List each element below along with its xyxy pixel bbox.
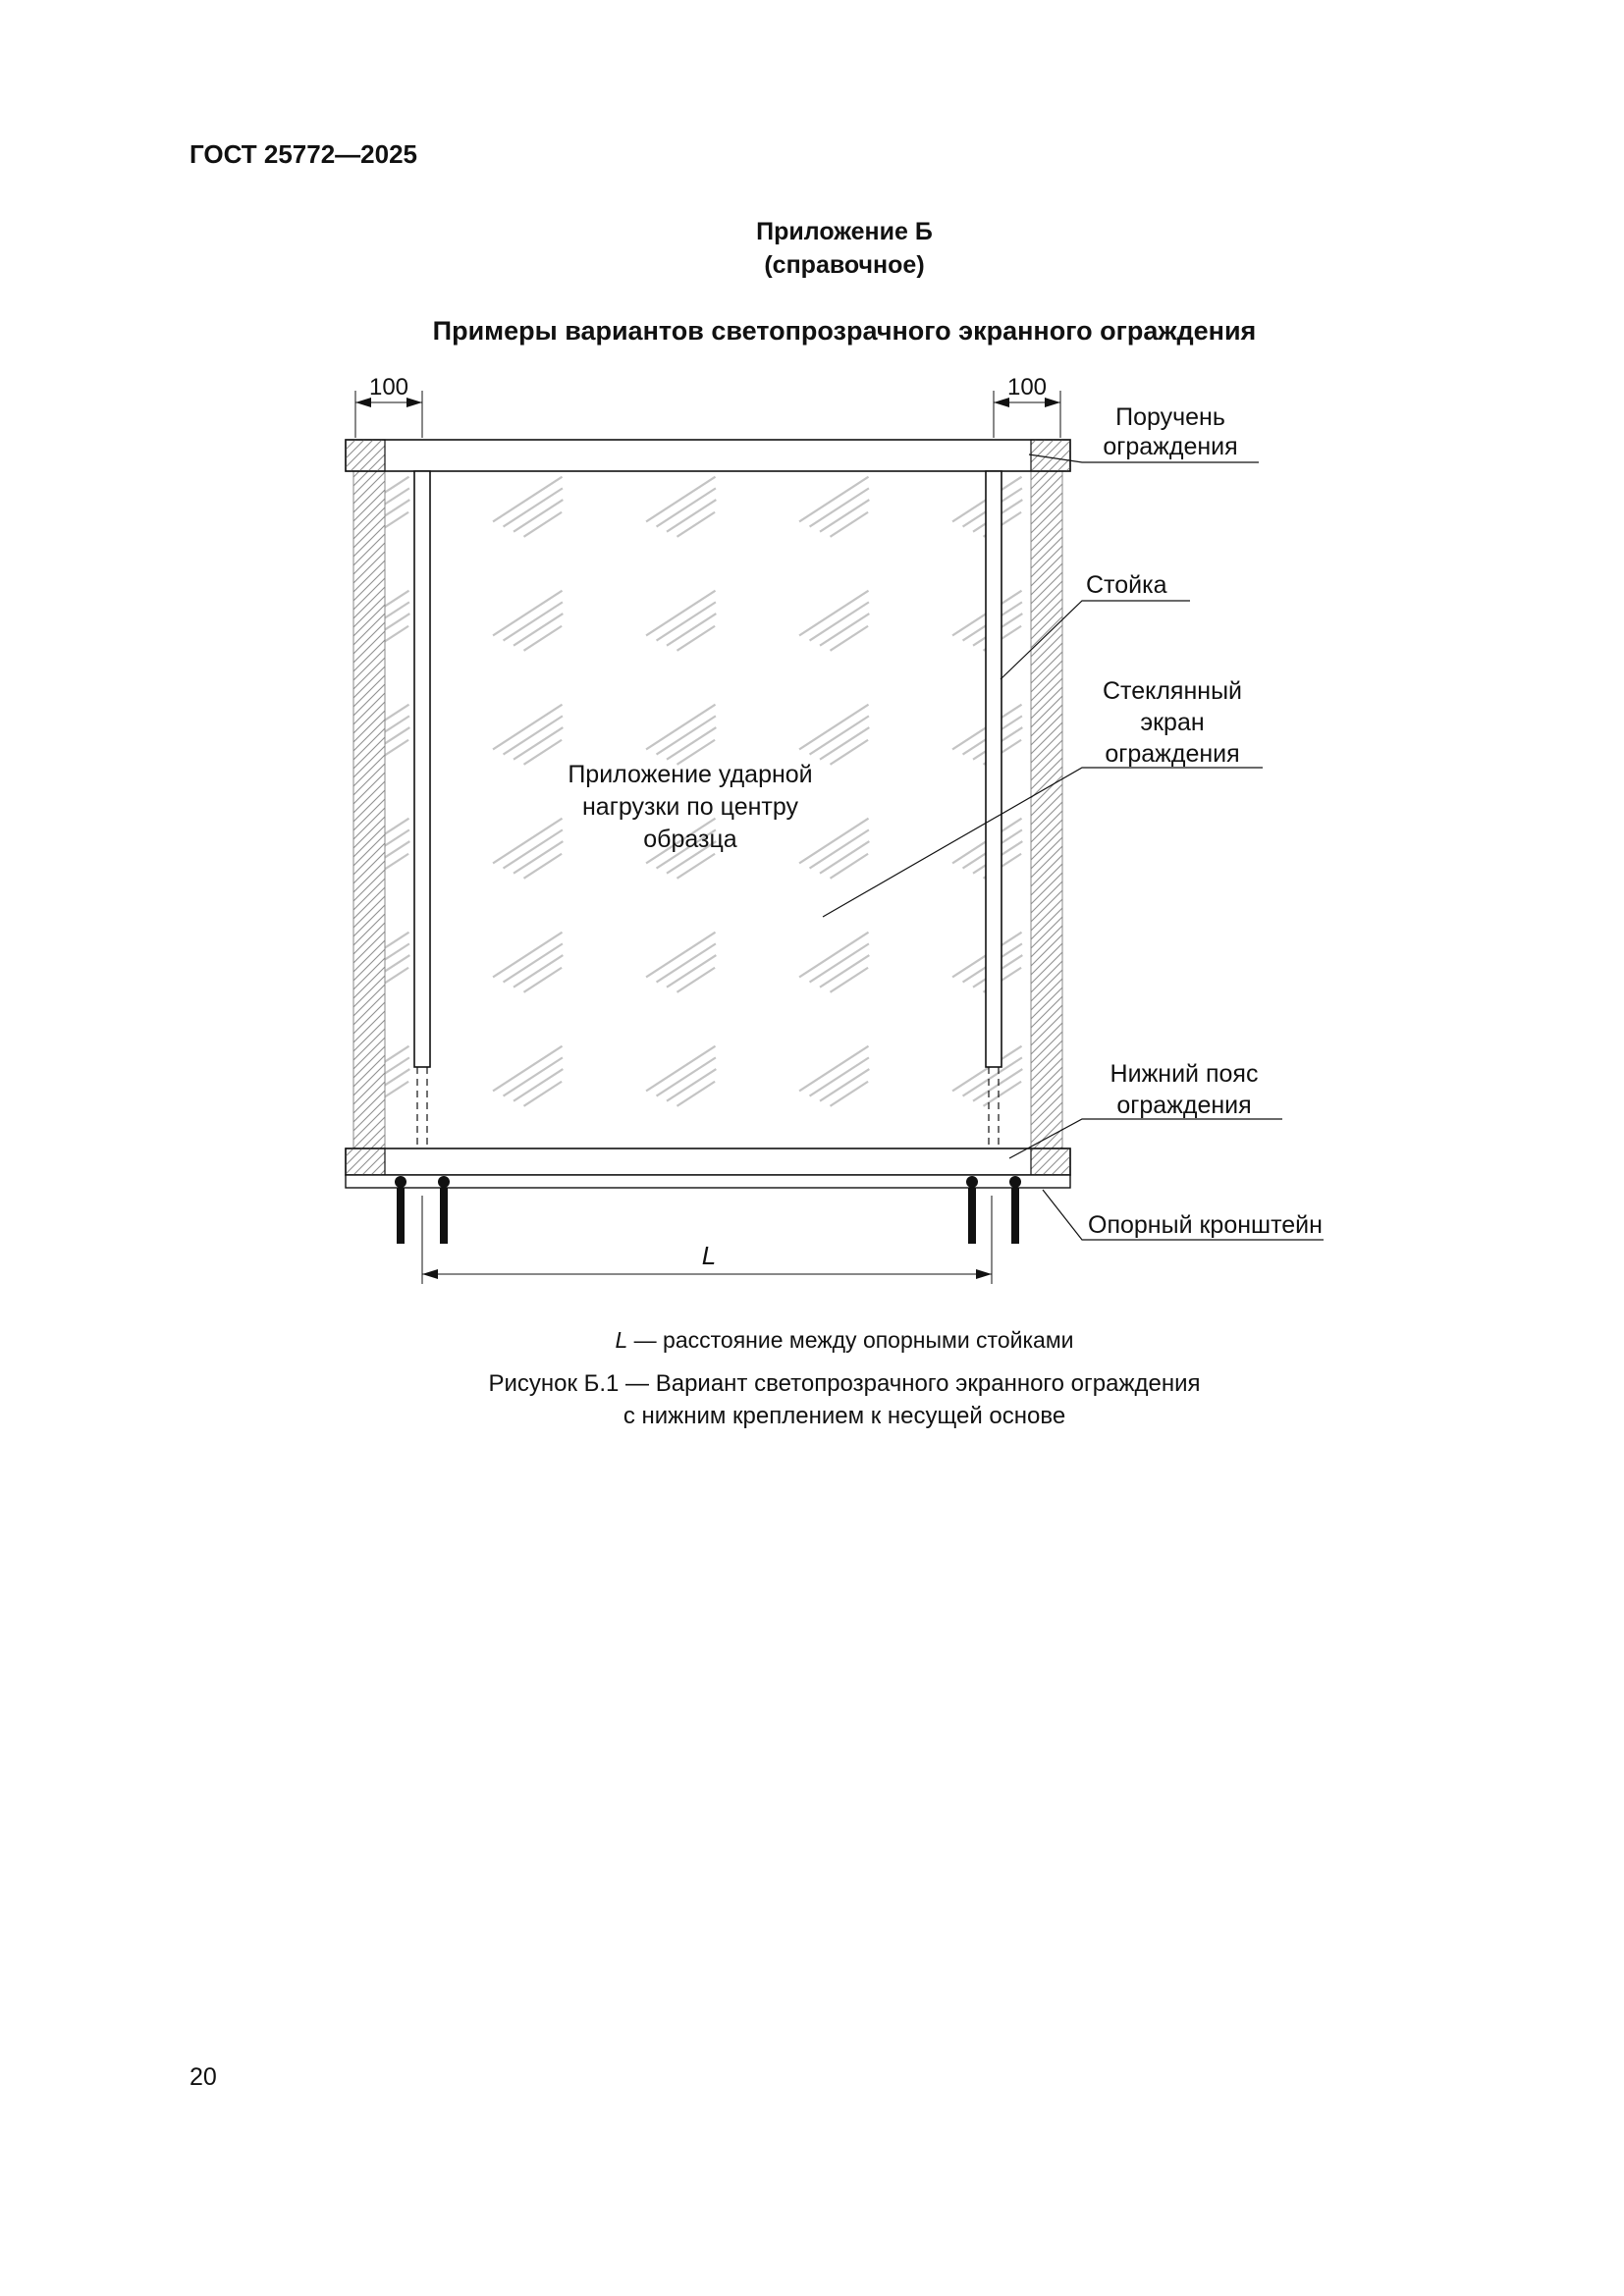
arrowhead: [406, 398, 422, 407]
anchor-bolt: [1011, 1188, 1019, 1244]
left-edge-strip: [353, 444, 385, 1161]
impact-note-line: Приложение ударной: [568, 761, 813, 788]
right-post: [986, 471, 1001, 1067]
callout-glass-line1: Стеклянный: [1102, 677, 1243, 705]
span-dimension: [422, 1196, 992, 1284]
impact-note-line: образца: [643, 826, 737, 853]
appendix-title: Примеры вариантов светопрозрачного экранного ограждения: [432, 316, 1257, 346]
callout-glass-line2: экран: [1140, 709, 1205, 736]
arrowhead: [976, 1269, 992, 1279]
base-plate: [346, 1175, 1070, 1188]
legend-symbol: L: [615, 1327, 628, 1353]
arrowhead: [1045, 398, 1060, 407]
top-rail: [346, 440, 1070, 471]
impact-note-line: нагрузки по центру: [582, 793, 798, 821]
callout-handrail-line1: Поручень: [1115, 403, 1225, 431]
anchor-bolt: [440, 1188, 448, 1244]
callout-glass-line3: ограждения: [1105, 740, 1240, 768]
left-post: [414, 471, 430, 1067]
right-edge-strip: [1031, 444, 1062, 1161]
callout-bottom-chord-line1: Нижний пояс: [1110, 1060, 1259, 1088]
figure-legend: [65, 1327, 1624, 1354]
top-rail-left-end: [346, 440, 385, 471]
figure-caption-line1: Рисунок Б.1 — Вариант светопрозрачного экранного ограждения: [488, 1370, 1201, 1397]
callout-bottom-chord-line2: ограждения: [1116, 1092, 1252, 1119]
callout-handrail-line2: ограждения: [1103, 433, 1238, 460]
legend-text: — расстояние между опорными стойками: [627, 1327, 1074, 1353]
anchor-bolt: [968, 1188, 976, 1244]
callout-labels: [1086, 403, 1323, 1239]
callout-bracket: Опорный кронштейн: [1088, 1211, 1323, 1239]
bottom-rail-right-end: [1031, 1148, 1070, 1175]
standard-designation: ГОСТ 25772—2025: [189, 139, 417, 169]
appendix-name: Приложение Б: [756, 218, 933, 245]
arrowhead: [422, 1269, 438, 1279]
dimension-value-right: 100: [1006, 374, 1048, 400]
bolt-head: [438, 1176, 450, 1188]
bolt-head: [966, 1176, 978, 1188]
top-rail-group: [346, 440, 1070, 471]
appendix-kind: (справочное): [764, 251, 925, 279]
bottom-chord-group: [346, 1148, 1070, 1188]
dimension-value-left: 100: [368, 374, 409, 400]
figure-caption-line2: с нижним креплением к несущей основе: [623, 1403, 1066, 1429]
callout-post: Стойка: [1086, 571, 1167, 599]
top-dimensions: [355, 391, 1060, 438]
bottom-rail-left-end: [346, 1148, 385, 1175]
bolt-head: [1009, 1176, 1021, 1188]
dimension-value-span: L: [701, 1241, 717, 1270]
bottom-rail: [346, 1148, 1070, 1175]
bolt-head: [395, 1176, 406, 1188]
page-number: 20: [189, 2063, 217, 2091]
anchor-bolt: [397, 1188, 405, 1244]
